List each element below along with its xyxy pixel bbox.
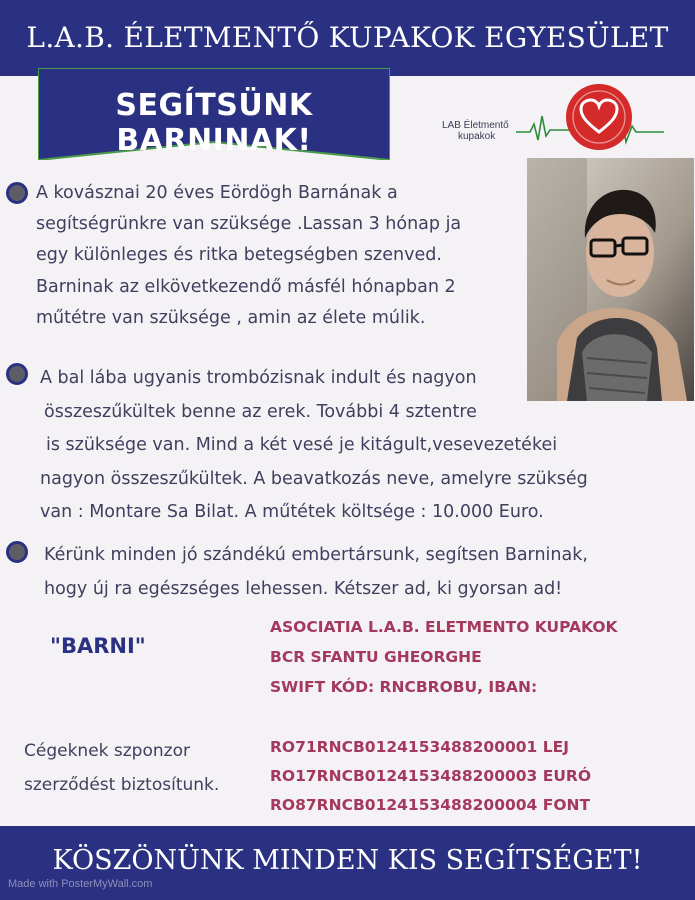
paragraph-2-line: összeszűkültek benne az erek. További 4 sztentre bbox=[44, 401, 477, 422]
paragraph-3-line: Kérünk minden jó szándékú embertársunk, segítsen Barninak, bbox=[44, 545, 588, 565]
paragraph-1-line: segítségrünkre van szüksége .Lassan 3 hónap ja bbox=[36, 214, 462, 235]
paragraph-3 bbox=[44, 538, 588, 606]
bullet-1 bbox=[6, 182, 28, 204]
paragraph-1-line: egy különleges és ritka betegségben szenved. bbox=[36, 245, 442, 266]
paragraph-1 bbox=[36, 178, 461, 334]
banner-title: SEGÍTSÜNK BARNINAK! bbox=[115, 88, 313, 158]
bank-details bbox=[270, 612, 618, 702]
paragraph-2-line: nagyon összeszűkültek. A beavatkozás neve, amelyre szükség bbox=[40, 468, 588, 489]
paragraph-2 bbox=[40, 362, 588, 530]
sponsor-line: Cégeknek szponzor bbox=[24, 741, 190, 761]
barni-label: "BARNI" bbox=[50, 634, 146, 658]
bank-line: SWIFT KÓD: RNCBROBU, IBAN: bbox=[270, 678, 538, 696]
paragraph-2-line: A bal lába ugyanis trombózisnak indult és nagyon bbox=[40, 368, 477, 388]
logo-line-2: kupakok bbox=[458, 131, 496, 142]
bullet-2 bbox=[6, 363, 28, 385]
paragraph-2-line: is szüksége van. Mind a két vesé je kitágult,vesevezetékei bbox=[46, 435, 558, 455]
paragraph-1-line: A kovásznai 20 éves Eördögh Barnának a bbox=[36, 183, 398, 203]
paragraph-1-line: műtétre van szüksége , amin az élete múlik. bbox=[36, 307, 426, 328]
paragraph-2-line: van : Montare Sa Bilat. A műtétek költsége : 10.000 Euro. bbox=[40, 502, 544, 522]
iban-line: RO87RNCB0124153488200004 FONT bbox=[270, 796, 591, 814]
bank-line: BCR SFANTU GHEORGHE bbox=[270, 648, 482, 666]
bullet-3 bbox=[6, 541, 28, 563]
sponsor-note bbox=[24, 734, 219, 802]
paragraph-3-line: hogy új ra egészséges lehessen. Kétszer ad, ki gyorsan ad! bbox=[44, 579, 563, 599]
title-banner bbox=[38, 68, 390, 158]
paragraph-1-line: Barninak az elkövetkezendő másfél hónapban 2 bbox=[36, 276, 456, 297]
logo-text bbox=[442, 120, 532, 142]
logo-line-1: LAB Életmentő bbox=[442, 120, 509, 131]
footer-thanks: KÖSZÖNÜNK MINDEN KIS SEGÍTSÉGET! bbox=[0, 826, 695, 900]
sponsor-line: szerződést biztosítunk. bbox=[24, 775, 220, 795]
iban-line: RO17RNCB0124153488200003 EURÓ bbox=[270, 767, 592, 785]
watermark: Made with PosterMyWall.com bbox=[8, 878, 153, 890]
iban-line: RO71RNCB0124153488200001 LEJ bbox=[270, 738, 569, 756]
header-title: L.A.B. ÉLETMENTŐ KUPAKOK EGYESÜLET bbox=[0, 0, 695, 76]
iban-list bbox=[270, 733, 591, 820]
bank-line: ASOCIATIA L.A.B. ELETMENTO KUPAKOK bbox=[270, 618, 618, 636]
